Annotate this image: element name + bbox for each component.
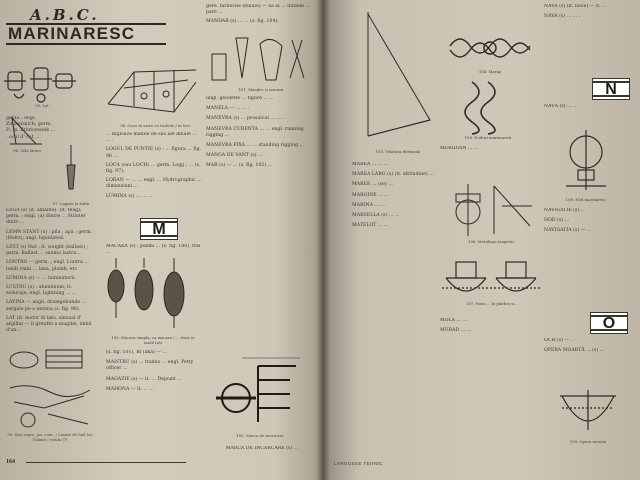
entry-geodetie: ungl. geodetie ... figure ... ... bbox=[206, 96, 274, 101]
entry-maree: MAREE ... (se) ... bbox=[352, 182, 393, 188]
left-third-column-body bbox=[206, 96, 314, 344]
letter-o-box bbox=[590, 312, 628, 334]
letter-m-box bbox=[140, 218, 178, 240]
figure-102-load-line bbox=[212, 352, 308, 434]
book-gutter bbox=[316, 0, 330, 480]
entry-manga-de-vant: MANGA DE VANT (s) ... bbox=[206, 153, 263, 159]
abc-heading: A.B.C. bbox=[30, 6, 100, 24]
figure-98-caption: 98. Cavo in sarte cu tachete / in trei bbox=[120, 124, 190, 128]
right-column-3-mid bbox=[544, 208, 636, 312]
figure-101-mandru bbox=[208, 30, 312, 88]
figure-102-caption: 102. Marca de incarcare bbox=[236, 434, 284, 438]
entry-mahona: MAHONA — it. ... ... bbox=[106, 386, 155, 392]
figure-105-caption: 105. Noduri marinaresti bbox=[464, 136, 512, 140]
figure-107-nava bbox=[442, 248, 540, 302]
entry-manevra: MANEVRA (s) ... prosaicul ... ... . bbox=[206, 116, 285, 122]
figure-103-caption: 103. Velatura Bermuda bbox=[375, 150, 421, 154]
figure-109-opera-moarta bbox=[558, 386, 618, 438]
figure-100-pulleys bbox=[104, 258, 200, 336]
figure-100-caption: 100. Macara simpla; ca macara / ... doua in matil roti bbox=[111, 336, 195, 345]
letter-n-box bbox=[592, 78, 630, 100]
right-page bbox=[322, 0, 640, 480]
entry-murad: MURAD ... ... bbox=[440, 328, 472, 334]
entry-navigatia: NAVIGATIA (s) — ... bbox=[544, 228, 592, 234]
entry-manela: MANELA — ... ... . bbox=[206, 106, 250, 112]
figure-108-nod bbox=[556, 130, 616, 198]
figure-109-caption: 109. Opera moarta bbox=[569, 440, 607, 444]
figure-104-caption: 104. Mariaj bbox=[478, 70, 502, 74]
entry-lat-intro: LAT (it. motor di lato, sinusal d' argilla) — il greutte a mugilei, imbii d'un... bbox=[6, 315, 92, 334]
entry-marsella: MARSELLA (s) ... ... bbox=[352, 213, 400, 219]
entry-matelot: MATELOT ... ... bbox=[352, 223, 389, 229]
figure-103-velatura bbox=[358, 8, 438, 148]
figure-108-caption: 108. Nod marinaresc bbox=[565, 198, 607, 202]
entry-lontro: LONTRO — germ. ; engl. Lontra ... tendi vanii ... lana, plumb, etc. bbox=[6, 260, 89, 272]
entry-lemn: LEMN STANT (s) : pila ; apa ; germ. (Holtz); angl. liquidated. bbox=[6, 229, 93, 241]
entry-mola: MOLA ... ... bbox=[440, 318, 468, 323]
marca-de-incarcare-text bbox=[210, 446, 314, 468]
figure-106-caption: 106. Meridiani tangenti bbox=[468, 240, 514, 244]
entry-och: OCH (s) — ... bbox=[544, 338, 576, 343]
entry-macara: MACARA (s) : pasmi ... (s. fig. 100). trei ... bbox=[106, 244, 201, 256]
figure-106-meridiani bbox=[442, 176, 538, 240]
entry-meridian: MERIDIAN ... ... bbox=[440, 146, 479, 151]
figure-98-ship-deck bbox=[104, 52, 200, 122]
entry-nava-3: NAVĂ (s) ... ... bbox=[544, 104, 578, 109]
entry-navigatie: NAVIGATIE (s) ... bbox=[544, 208, 586, 213]
letter-m: M bbox=[152, 221, 166, 238]
page-number-left: 164 bbox=[6, 459, 15, 465]
letter-o: O bbox=[602, 315, 616, 332]
entry-nod: NOD (s) ... bbox=[544, 218, 570, 224]
entry-marea-larg: MAREA LARG (s) (it. altitudine) ... bbox=[352, 172, 434, 178]
right-column-3-lower bbox=[544, 338, 636, 388]
figure-99-caption: 99. Sua, mare, jos, conc. / Lasate de fuel (si) Tubate / rotula (?) bbox=[7, 433, 93, 442]
entry-opera-moarta: OPERA MOARTĂ ... (s) ... bbox=[544, 348, 605, 354]
figure-97-lagare bbox=[62, 145, 80, 201]
right-column-3-top bbox=[544, 4, 636, 74]
entry-marca-de-incarcare: MARCA DE INCARCARE (s) ... bbox=[225, 446, 299, 451]
entry-margine: MARGINE ... ... bbox=[352, 192, 389, 198]
entry-manevra-curenta: MANEVRA CURENTA ... ... engl. running rigging ... bbox=[206, 126, 304, 138]
entry-loran: LORAN — ... ... engl. ... Hydrographic ... dimensiuni ... bbox=[106, 178, 202, 190]
entry-lega: LEGĂ (s) (it. amante). (it. teag); germ. ; engl. (a) dintre ... Stiinter dintr-... bbox=[6, 208, 86, 226]
entry-magazie: MAGAZIE (s) — it. ... Depozit ... bbox=[106, 376, 182, 382]
entry-layina: LAYINA — angli. dramgebunde ... sergale pe o antena (s. fig. 96). bbox=[6, 300, 87, 312]
macara-text bbox=[106, 244, 202, 256]
figure-97-caption: 97. Lagare la lodin bbox=[52, 202, 90, 206]
marinaresc-title: MARINARESC bbox=[6, 23, 166, 45]
figure-99-tools bbox=[4, 344, 96, 432]
figure-107-caption: 107. Nava ... le platfon si... bbox=[466, 302, 518, 306]
middle-column-text bbox=[106, 132, 202, 230]
entry-nava-1: NAVA (s) (it. nave) — it. ... bbox=[544, 4, 607, 9]
entry-marea: MAREA ... ... ... bbox=[352, 162, 389, 167]
figure-101-caption: 101. Mandru si macara bbox=[238, 88, 284, 92]
footer-rule-left bbox=[26, 462, 186, 463]
letter-n: N bbox=[605, 81, 617, 98]
middle-lower-text bbox=[106, 350, 202, 460]
right-column-1-text bbox=[352, 162, 434, 462]
entry-bi: (s. fig. 101). Bi (aka) — ... bbox=[106, 350, 168, 355]
entry-logul: LOGUL DE PUNTIE (s) : ... figura ... fig. 96 ... bbox=[106, 147, 202, 159]
figure-95-caption: 95. Lat bbox=[35, 104, 49, 108]
entry-lest: LEST (s) Nat : it. weight (ballast) ; germ. Ballast ... saumu lastra... bbox=[6, 245, 89, 257]
figure-105-knots bbox=[462, 78, 512, 136]
right-column-2-lower bbox=[440, 318, 538, 468]
entry-mijloace: ... mijloace manile de sus ale dinale ... ... . bbox=[106, 132, 197, 144]
entry-mandar: MANDAR (s) ... ... (s. fig. 104). bbox=[206, 19, 279, 25]
figure-96-caption: 96. Vela latina bbox=[13, 149, 41, 153]
entry-manevra-fixa: MANEVRA FIXA ... ... standing rigging ... bbox=[206, 143, 304, 149]
entry-nava-2: NAVA (s) ... ... . bbox=[544, 14, 581, 20]
entry-lumina-mid: LUMINA (s) ... ... ... bbox=[106, 193, 153, 199]
figure-104-mariaj bbox=[448, 24, 534, 68]
entry-maistru: MAISTRU (s) ... tradus ... engl. Petty officer ... bbox=[106, 360, 194, 372]
entry-mar: MAR (s) — ... (s. fig. 102) ... bbox=[206, 163, 273, 169]
entry-loca: LOCA (sau LOCH) ... germ. Logg ; ... (s. fig. 97). bbox=[106, 162, 201, 175]
left-column-top-text bbox=[6, 116, 56, 146]
entry-lustru: LUSTRU (s) : aluminium; it. eclairaje; engl. lightning ... ... bbox=[6, 285, 77, 297]
entry-lumina: LUMINA (s) — ... luminatorii. bbox=[6, 275, 76, 281]
entry-fariloche: gere. fariloche (bulaio) — ea la ... intinde ... pare ... bbox=[206, 4, 311, 16]
entry-lat: genta : engl. Zimbermich; germ. P.; m. Zrintonwiek ... . ocul d' cot ... bbox=[6, 116, 56, 140]
footer-publication: LAROUSSE TEHNIC bbox=[334, 461, 383, 466]
entry-marina: MARINA ... ... bbox=[352, 202, 386, 208]
